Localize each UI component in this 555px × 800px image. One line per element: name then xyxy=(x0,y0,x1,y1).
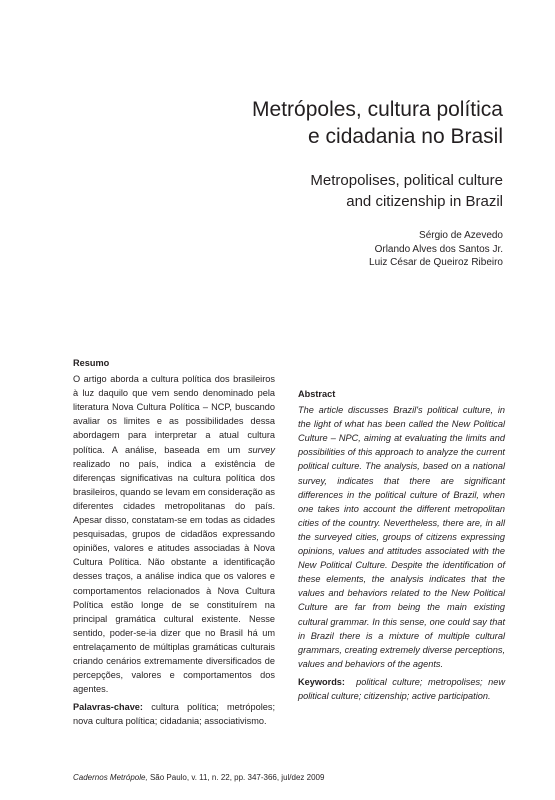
resumo-keywords-text: cultura política; metrópoles; nova cultura política; cidadania; associativismo. xyxy=(73,702,275,727)
abstract-keywords-label: Keywords: xyxy=(298,676,345,687)
resumo-column xyxy=(73,356,275,728)
author-list xyxy=(369,229,503,270)
page-footer xyxy=(73,773,324,782)
resumo-body xyxy=(73,372,275,696)
title-line-2: e cidadania no Brasil xyxy=(308,125,503,148)
resumo-heading: Resumo xyxy=(73,358,110,368)
resumo-body-part-1: O artigo aborda a cultura política dos brasileiros à luz daquilo que vem sendo denominado pela literatura Nova Cultura Política – NCP, buscando avaliar os limites e as possibilidades dessa abordagem para interpretar a atual cultura política. A análise, baseada em um xyxy=(73,374,275,455)
abstract-body: The article discusses Brazil's political culture, in the light of what has been called the New Political Culture – NPC, aiming at evaluating the limits and possibilities of this approach to analyze the current political culture. The analysis, based on a national survey, indicates that there are significant differences in the political culture of Brazil, when one takes into account the different metropolitan cities of the country. Nevertheless, there are, in all the surveyed cities, groups of citizens expressing opinions, values and attitudes associated with the New Political Culture. Despite the identification of these elements, the analysis indicates that the values and behaviors related to the New Political Culture are far from being the main existing cultural grammar. In this sense, one could say that in Brazil there is a mixture of multiple cultural grammars, creating extremely diverse perceptions, values and behaviors of the agents. xyxy=(298,405,505,669)
resumo-body-italic-term: survey xyxy=(247,444,275,455)
author-1: Sérgio de Azevedo xyxy=(419,230,503,241)
resumo-keywords xyxy=(73,700,275,728)
article-title xyxy=(252,96,503,150)
abstract-heading: Abstract xyxy=(298,389,336,399)
footer-details: São Paulo, v. 11, n. 22, pp. 347-366, jul/dez 2009 xyxy=(149,773,325,782)
author-3: Luiz César de Queiroz Ribeiro xyxy=(369,257,503,268)
title-line-1: Metrópoles, cultura política xyxy=(252,98,503,121)
abstract-keywords xyxy=(298,675,505,703)
abstract-keywords-text: political culture; metropolises; new political culture; citizenship; active participation. xyxy=(298,676,506,701)
resumo-body-part-2: realizado no país, indica a existência de diferenças significativas na cultura política dos brasileiros, quando se levam em consideração as diferentes cidades metropolitanas do país. Apesar disso, constatam-se em todas as cidades pesquisadas, grupos de cidadãos expressando opiniões, valores e atitudes associadas à Nova Cultura Política. Não obstante a identificação desses traços, a análise indica que os valores e comportamentos relacionados à Nova Cultura Política estão longe de se constituírem na principal gramática cultural existente. Nesse sentido, poder-se-ia dizer que no Brasil há um entrelaçamento de múltiplas gramáticas culturais criando cenários extremamente diversificados de percepções, valores e comportamentos dos agentes. xyxy=(73,458,275,695)
subtitle-line-1: Metropolises, political culture xyxy=(310,172,503,189)
subtitle-line-2: and citizenship in Brazil xyxy=(346,193,503,210)
abstract-column xyxy=(298,387,505,703)
resumo-keywords-label: Palavras-chave: xyxy=(73,702,143,713)
author-2: Orlando Alves dos Santos Jr. xyxy=(374,243,503,255)
article-subtitle xyxy=(310,170,503,212)
footer-journal: Cadernos Metrópole, xyxy=(73,773,148,782)
